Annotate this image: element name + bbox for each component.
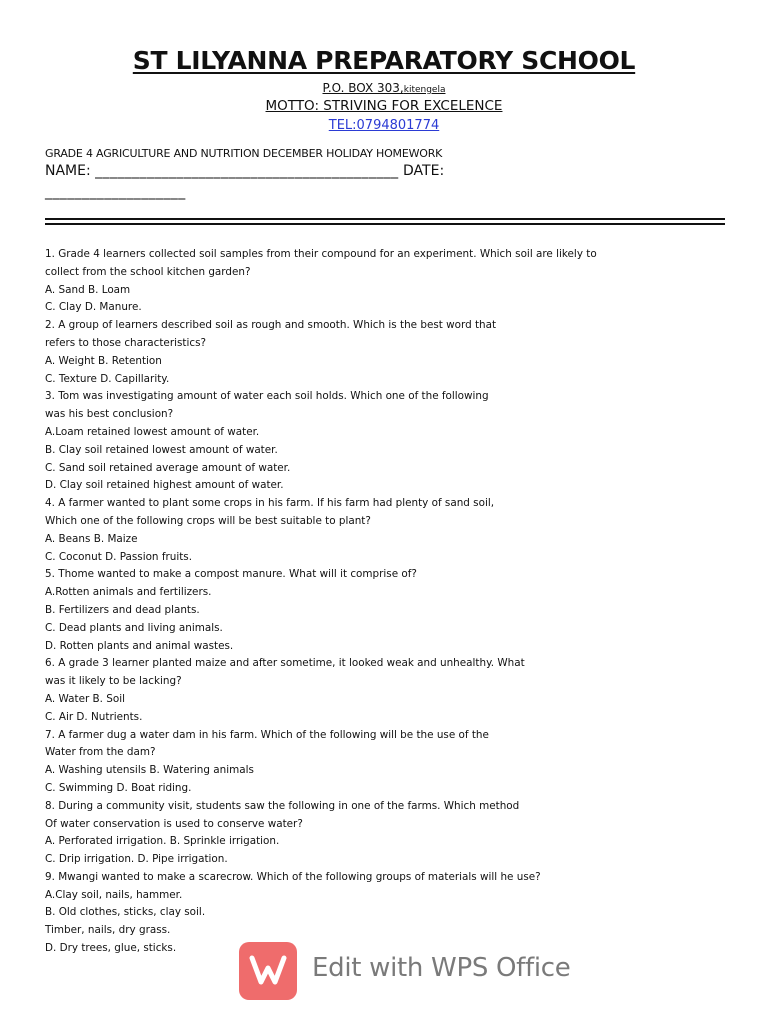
question-line: C. Clay D. Manure. [45,301,142,314]
wps-logo-icon [239,942,297,1000]
question-line: A.Clay soil, nails, hammer. [45,888,183,901]
question-line: Of water conservation is used to conserve water? [45,817,303,830]
question-line: 5. Thome wanted to make a compost manure. What will it comprise of? [45,568,417,581]
question-line: A. Water B. Soil [45,692,126,705]
question-line: A. Perforated irrigation. B. Sprinkle irrigation. [45,835,280,848]
date-blank-line: ___________________ [45,184,186,200]
question-line: A. Beans B. Maize [45,532,138,545]
tel-number: 0794801774 [356,118,440,133]
question-line: B. Clay soil retained lowest amount of water. [45,443,278,456]
wps-watermark-text: Edit with WPS Office [312,953,571,983]
question-line: 1. Grade 4 learners collected soil samples from their compound for an experiment. Which soil are likely to [45,248,597,260]
question-line: D. Dry trees, glue, sticks. [45,942,177,955]
question-line: B. Fertilizers and dead plants. [45,603,200,616]
divider-rule [45,223,725,225]
question-line: B. Old clothes, sticks, clay soil. [45,906,206,919]
question-line: 8. During a community visit, students saw the following in one of the farms. Which method [45,799,520,812]
po-box-location: kitengela [403,85,446,95]
question-line: C. Coconut D. Passion fruits. [45,550,193,563]
question-line: 2. A group of learners described soil as rough and smooth. Which is the best word that [45,319,497,332]
question-line: C. Swimming D. Boat riding. [45,781,192,794]
divider-rule [45,218,725,220]
question-line: C. Air D. Nutrients. [45,710,143,723]
question-line: was his best conclusion? [45,408,174,421]
po-box-number: P.O. BOX 303, [322,81,404,95]
question-line: A. Washing utensils B. Watering animals [45,764,254,777]
school-name: ST LILYANNA PREPARATORY SCHOOL [132,46,636,75]
school-motto: MOTTO: STRIVING FOR EXCELENCE [265,98,503,114]
question-line: 4. A farmer wanted to plant some crops in his farm. If his farm had plenty of sand soil, [45,497,495,510]
question-line: Which one of the following crops will be best suitable to plant? [45,514,371,527]
question-line: 9. Mwangi wanted to make a scarecrow. Which of the following groups of materials will he use? [45,870,541,883]
tel-label: TEL: [328,118,357,133]
question-list [45,246,597,958]
question-line: A.Loam retained lowest amount of water. [45,425,260,438]
telephone-link[interactable] [0,118,768,133]
question-line: C. Dead plants and living animals. [45,621,223,634]
question-line: Water from the dam? [45,746,156,759]
question-line: 7. A farmer dug a water dam in his farm. Which of the following will be the use of the [45,728,489,741]
name-row [45,163,444,179]
question-line: A. Sand B. Loam [45,283,131,296]
question-line: C. Sand soil retained average amount of water. [45,461,291,474]
name-blank-line: _________________________________________ [95,163,399,179]
question-line: C. Texture D. Capillarity. [45,372,170,385]
question-line: D. Rotten plants and animal wastes. [45,639,234,652]
question-line: A. Weight B. Retention [45,354,162,367]
question-line: D. Clay soil retained highest amount of water. [45,479,284,492]
question-line: 6. A grade 3 learner planted maize and after sometime, it looked weak and unhealthy. What [45,657,525,670]
question-line: was it likely to be lacking? [45,675,182,688]
wps-watermark[interactable] [239,942,571,1002]
question-line: Timber, nails, dry grass. [45,924,171,937]
date-label: DATE: [403,163,445,179]
name-label: NAME: [45,163,91,179]
question-line: A.Rotten animals and fertilizers. [45,586,212,599]
homework-title: GRADE 4 AGRICULTURE AND NUTRITION DECEMBER HOLIDAY HOMEWORK [45,147,443,160]
question-line: C. Drip irrigation. D. Pipe irrigation. [45,853,228,866]
po-box [0,81,768,95]
question-line: 3. Tom was investigating amount of water each soil holds. Which one of the following [45,390,489,403]
question-line: collect from the school kitchen garden? [45,265,251,278]
question-line: refers to those characteristics? [45,336,206,349]
